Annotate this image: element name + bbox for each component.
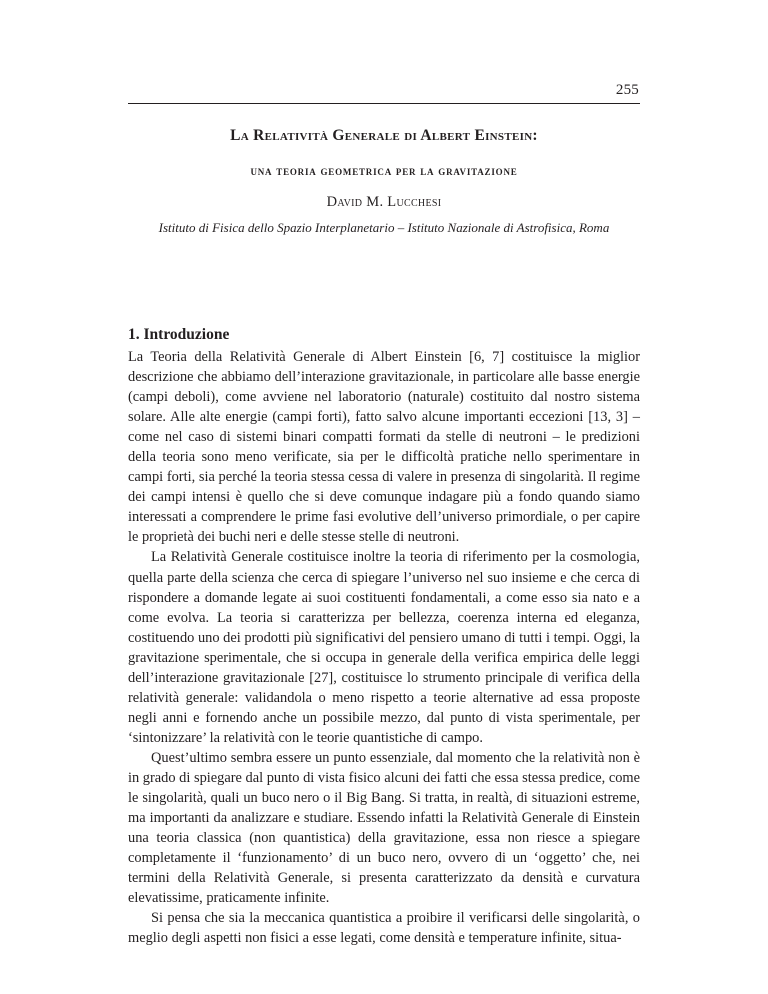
paragraph: Quest’ultimo sembra essere un punto essenziale, dal momento che la relatività non è in grado di spiegare dal punto di vista fisico alcuni dei fatti che essa stessa predice, come le singolarità, quali un buco nero o il Big Bang. Si tratta, in realtà, di situazioni estreme, ma importanti da analizzare e studiare. Essendo infatti la Relatività Generale di Einstein una teoria classica (non quantistica) della gravitazione, essa non riesce a spiegare completamente il ‘funzionamento’ di un buco nero, ovvero di un ‘oggetto’ che, nei termini della Relatività Generale, si presenta caratterizzato da densità e curvatura elevatissime, praticamente infinite. xyxy=(128,749,640,907)
page-number: 255 xyxy=(615,82,639,98)
section-body xyxy=(128,347,640,948)
section-heading: 1. Introduzione xyxy=(128,326,230,343)
author-name: David M. Lucchesi xyxy=(326,194,442,210)
article-subtitle: una teoria geometrica per la gravitazione xyxy=(250,164,518,178)
article-title: La Relatività Generale di Albert Einstein: xyxy=(230,127,538,144)
paragraph: Si pensa che sia la meccanica quantistica a proibire il verificarsi delle singolarità, o meglio degli aspetti non fisici a esse legati, come densità e temperature infinite, situa- xyxy=(128,910,640,947)
paragraph: La Teoria della Relatività Generale di Albert Einstein [6, 7] costituisce la miglior descrizione che abbiamo dell’interazione gravitazionale, in particolare alle basse energie (campi deboli), come avviene nel laboratorio (naturale) costituito dal nostro sistema solare. Alle alte energie (campi forti), fatto salvo alcune importanti eccezioni [13, 3] – come nel caso di sistemi binari compatti formati da stelle di neutroni – le predizioni della teoria sono meno verificate, sia per le difficoltà pratiche nello sperimentare in campi forti, sia perché la teoria stessa cessa di valere in presenza di singolarità. Il regime dei campi intensi è quello che si deve comunque indagare più a fondo quando siamo interessati a comprendere le prime fasi evolutive dell’universo primordiale, o per capire le proprietà dei buchi neri e delle stesse stelle di neutroni. xyxy=(128,349,640,546)
header-rule xyxy=(128,103,640,104)
author-affiliation: Istituto di Fisica dello Spazio Interplanetario – Istituto Nazionale di Astrofisica, Roma xyxy=(158,220,610,235)
paragraph: La Relatività Generale costituisce inoltre la teoria di riferimento per la cosmologia, quella parte della scienza che cerca di spiegare l’universo nel suo insieme e che cerca di rispondere a domande legate ai suoi costituenti fondamentali, a come esso sia nato e a come evolva. La teoria si caratterizza per bellezza, coerenza interna ed eleganza, costituendo uno dei prodotti più significativi del pensiero umano di tutti i tempi. Oggi, la gravitazione sperimentale, che si occupa in generale della verifica empirica delle leggi dell’interazione gravitazionale [27], costituisce lo strumento principale di verifica della relatività generale: validandola o meno rispetto a teorie alternative ad essa proposte negli anni e fornendo anche un possibile mezzo, dal punto di vista sperimentale, per ‘sintonizzare’ la relatività con le teorie quantistiche di campo. xyxy=(128,549,640,746)
